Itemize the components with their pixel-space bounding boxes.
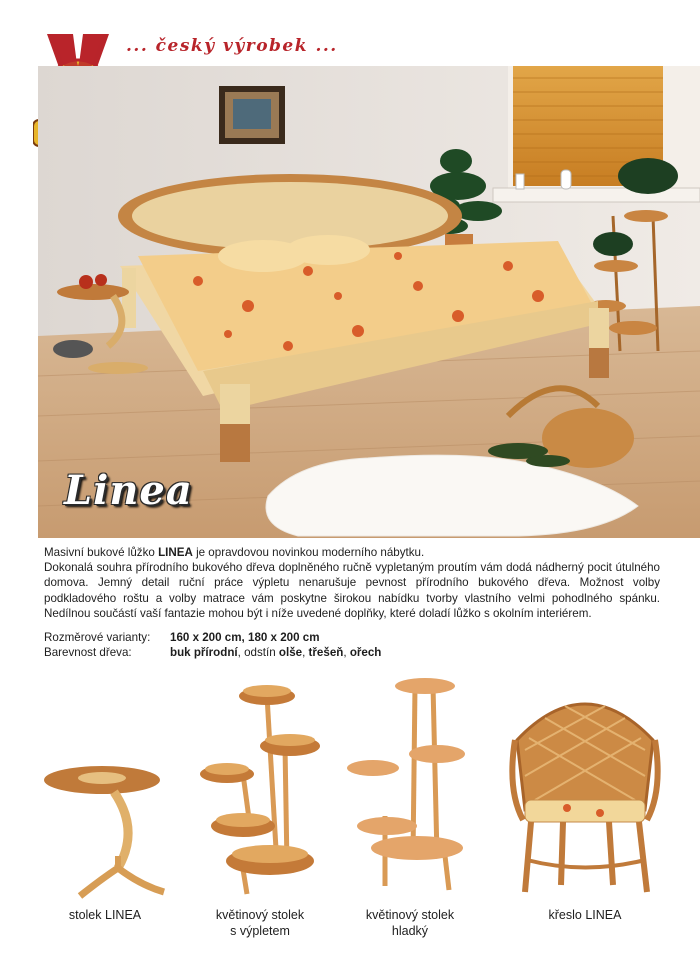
spec-color-label: Barevnost dřeva: xyxy=(44,646,132,659)
description-body: Dokonalá souhra přírodního bukového dřeva doplněného ručně vypletaným proutím vám dodá nádherný pocit útulného domova. Jemný detail ruční práce výpletu nenarušuje pevnost přírodního bukového dřeva. Možnost volby podkladového roštu a volby matrace vám poskytne širokou nabídku tvorby vlastního velmi pohodlného spánku. Nedílnou součástí vaší fantazie mohou být i níže uvedené doplňky, které doladí lůžko s okolním interiérem. xyxy=(44,561,660,620)
accessory-armchair-image xyxy=(505,680,665,900)
product-name: Linea xyxy=(64,467,193,514)
spec-sizes-value: 160 x 200 cm, 180 x 200 cm xyxy=(170,631,320,644)
accessory-table-image xyxy=(40,760,170,910)
description-intro: Masivní bukové lůžko LINEA je opravdovou novinkou moderního nábytku. xyxy=(44,546,425,559)
description-product-name: LINEA xyxy=(158,546,193,559)
product-specs xyxy=(44,630,381,660)
spec-sizes-label: Rozměrové varianty: xyxy=(44,631,151,644)
slogan: ... český výrobek ... xyxy=(126,36,338,56)
accessory-armchair-caption: křeslo LINEA xyxy=(548,908,622,922)
accessory-wicker-stand-caption: květinový stolek s výpletem xyxy=(215,908,305,938)
accessory-smooth-stand-caption: květinový stolek hladký xyxy=(365,908,455,938)
accessory-table-caption: stolek LINEA xyxy=(68,908,142,922)
product-description xyxy=(44,545,660,621)
spec-color-value: buk přírodní, odstín olše, třešeň, ořech xyxy=(170,646,382,659)
accessory-wicker-stand-image xyxy=(195,676,320,898)
accessory-smooth-stand-image xyxy=(345,676,470,898)
spec-color-row xyxy=(44,645,381,660)
spec-sizes-row xyxy=(44,630,381,645)
